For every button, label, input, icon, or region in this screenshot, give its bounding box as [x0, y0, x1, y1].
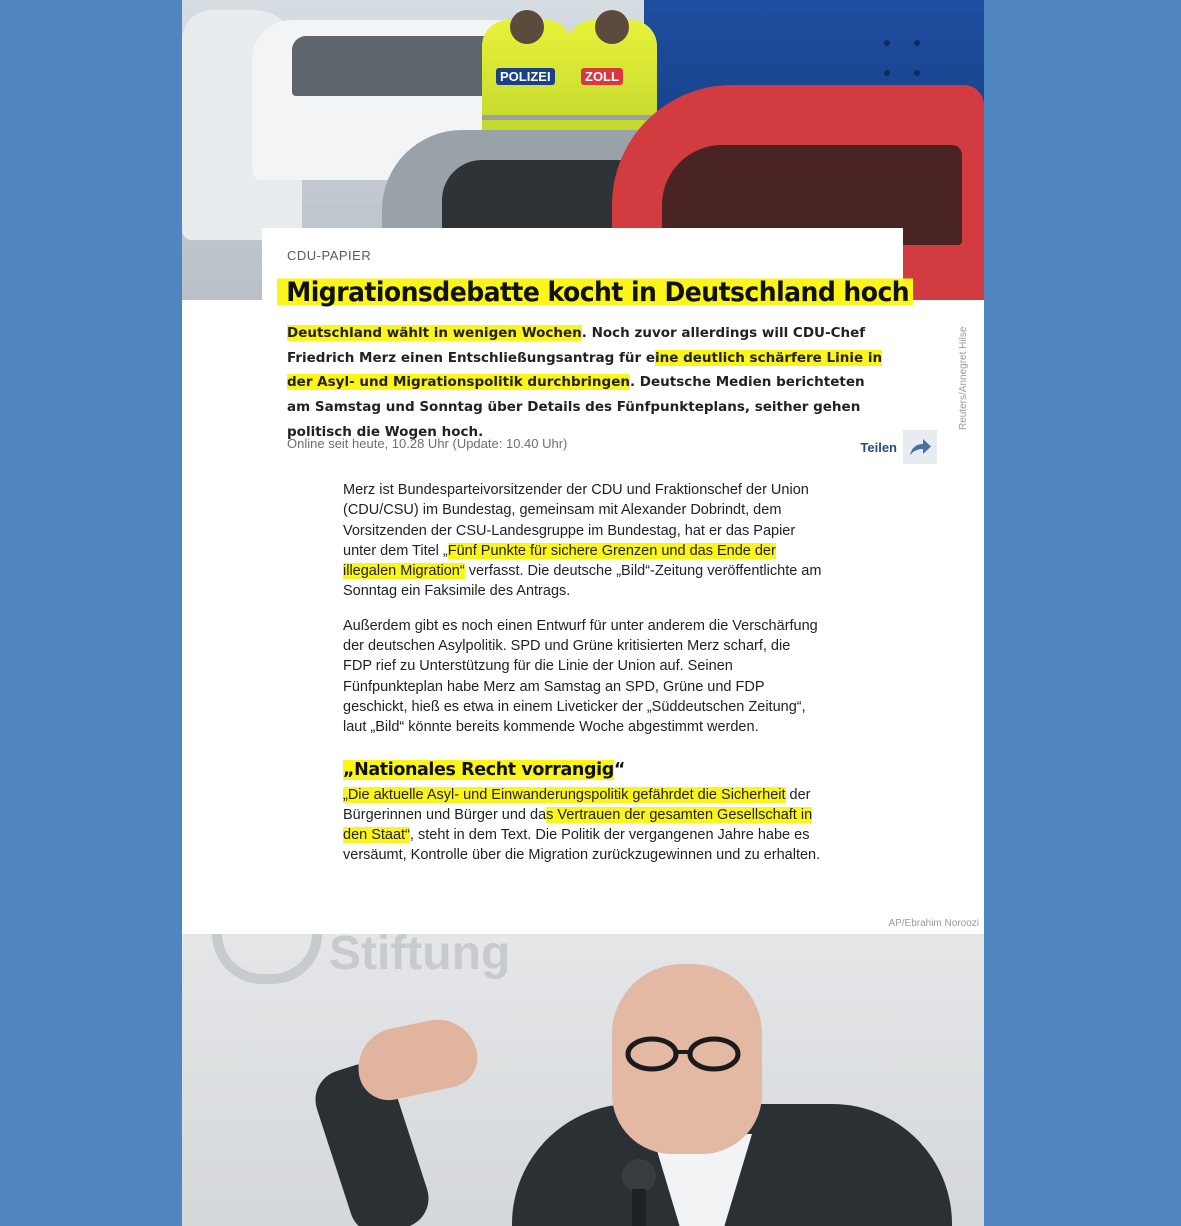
body-text: der Bürgerinnen und Bürger und da	[343, 786, 811, 823]
microphone-icon	[622, 1159, 656, 1193]
subheading-end: “	[613, 759, 625, 780]
lead-text-1: . Noch zuvor allerdings will CDU-Chef Friedrich Merz einen Entschließungsantrag für e	[287, 325, 866, 366]
body-text: , steht in dem Text. Die Politik der vergangenen Jahre habe es versäumt, Kontrolle über die Migration zurückzugewinnen und zu erhalten.	[343, 827, 821, 864]
lead-highlight-2: ine deutlich schärfere Linie in der Asyl- und Migrationspolitik durchbringen	[287, 349, 883, 391]
body-highlight-title: Fünf Punkte für sichere Grenzen und das Ende der illegalen Migration“	[343, 542, 776, 580]
subheading-highlight: „Nationales Recht vorrangig	[343, 759, 614, 780]
officer-tag-polizei: POLIZEI	[496, 68, 555, 85]
share-button[interactable]	[860, 429, 937, 465]
article-body	[343, 480, 823, 880]
hero-photo-credit: Reuters/Annegret Hilse	[958, 326, 969, 430]
body-text: Merz ist Bundesparteivorsitzender der CDU und Fraktionschef der Union (CDU/CSU) im Bundestag, gemeinsam mit Alexander Dobrindt, dem Vorsitzenden der CSU-Landesgruppe im Bundestag, hat er das Papier unter dem Titel „	[343, 482, 809, 559]
officer-tag-zoll: ZOLL	[581, 68, 623, 85]
microphone-handle	[632, 1189, 646, 1226]
portrait-image	[182, 934, 984, 1226]
lead-text-2: . Deutsche Medien berichteten am Samstag und Sonntag über Details des Fünfpunkteplans, seither gehen politisch die Wogen hoch.	[287, 374, 865, 440]
body-paragraph-3	[343, 785, 823, 866]
glasses-icon	[622, 1036, 748, 1072]
background-logo-icon	[212, 934, 322, 984]
publish-timestamp: Online seit heute, 10.28 Uhr (Update: 10.40 Uhr)	[287, 436, 568, 451]
share-label: Teilen	[860, 439, 897, 455]
article-subheading	[343, 758, 823, 782]
lead-highlight-1: Deutschland wählt in wenigen Wochen	[287, 325, 582, 341]
article-page	[182, 0, 984, 1226]
portrait-photo-credit: AP/Ebrahim Noroozi	[888, 918, 979, 929]
body-paragraph-2: Außerdem gibt es noch einen Entwurf für unter anderem die Verschärfung der deutschen Asylpolitik. SPD und Grüne kritisierten Merz scharf, die FDP rief zu Unterstützung für die Linie der Union auf. Seinen Fünfpunkteplan habe Merz am Samstag an SPD, Grüne und FDP geschickt, hieß es etwa in einem Liveticker der „Süddeutschen Zeitung“, laut „Bild“ könnte bereits kommende Woche abgestimmt werden.	[343, 617, 818, 736]
body-paragraph-1	[343, 480, 823, 602]
body-highlight-quote-2: s Vertrauen der gesamten Gesellschaft in den Staat“	[343, 806, 813, 844]
article-lead	[287, 321, 887, 445]
article-headline: Migrationsdebatte kocht in Deutschland hoch	[277, 276, 913, 310]
article-kicker: CDU-PAPIER	[287, 248, 372, 263]
portrait-hand	[351, 1012, 483, 1105]
body-text: verfasst. Die deutsche „Bild“-Zeitung veröffentlichte am Sonntag ein Faksimile des Antrags.	[343, 563, 822, 600]
background-logo-text: Stiftung	[329, 934, 511, 980]
share-arrow-icon[interactable]	[903, 430, 937, 464]
body-highlight-quote-1: „Die aktuelle Asyl- und Einwanderungspolitik gefährdet die Sicherheit	[343, 786, 786, 803]
